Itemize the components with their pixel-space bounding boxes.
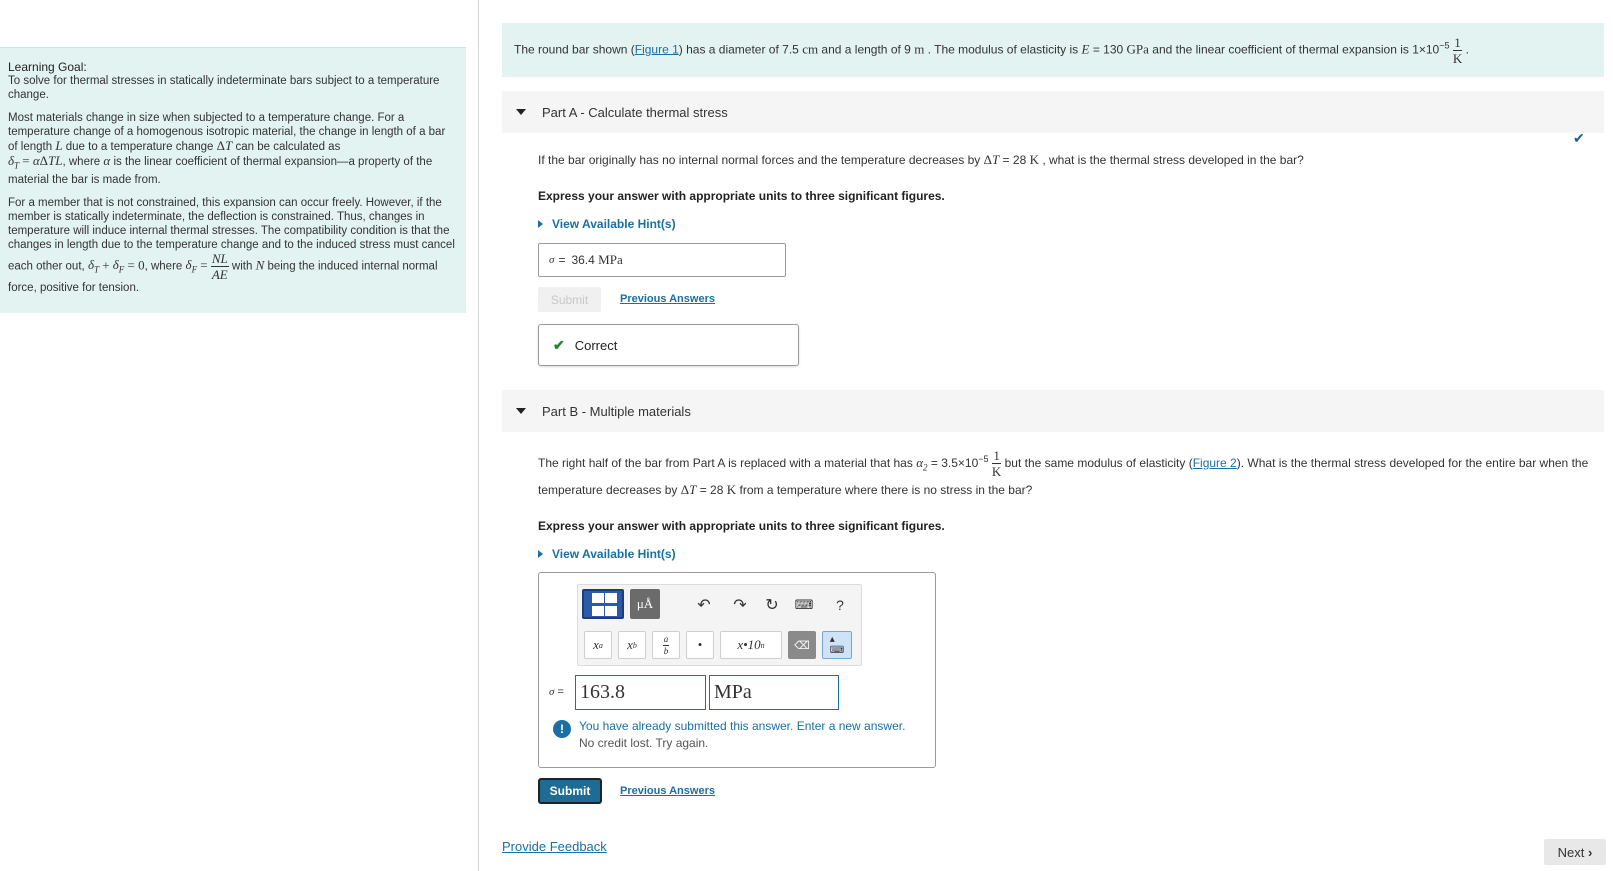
chevron-right-icon: › bbox=[1588, 844, 1593, 860]
learning-goal-paragraph-2: For a member that is not constrained, this expansion can occur freely. However, if the member is statically indeterminate, the deflection is constrained. Thus, changes in temperature will induce internal thermal stresses. The compatibility condition is that the changes in length due to the temperature change and to the induced stress must cancel each other out, $\delta_T + \delta_F = 0$, where $\delta_F$ = $\frac{NL}{AE}$ with N being the induced internal normal force, positive for tension. bbox=[8, 196, 455, 294]
redo-icon[interactable]: ↷ bbox=[733, 597, 747, 614]
answer-label: σ = bbox=[549, 686, 564, 698]
subscript-button[interactable]: x b bbox=[618, 631, 646, 659]
unit-input[interactable]: MPa bbox=[709, 675, 839, 710]
multiply-dot-button[interactable]: • bbox=[686, 631, 714, 659]
part-a-previous-answers-link[interactable]: Previous Answers bbox=[620, 293, 715, 305]
value-input[interactable]: 163.8 bbox=[575, 675, 706, 710]
learning-goal-text: To solve for thermal stresses in statically indeterminate bars subject to a temperature change. bbox=[8, 75, 440, 101]
part-b-question: The right half of the bar from Part A is replaced with a material that has $\alpha_2 = 3.5\times 10^{-5}$ $\frac{1}{K}$ but the same modulus of elasticity (Figure 2). What is the thermal stress developed for the entire bar when the temperature decreases by ΔT = 28 K from a temperature where there is no stress in the bar? bbox=[538, 448, 1589, 497]
part-a-submit-button[interactable]: Submit bbox=[538, 287, 601, 312]
scientific-notation-button[interactable]: x•10 n bbox=[720, 631, 782, 659]
fraction-button[interactable]: $\frac{a}{b}$ bbox=[652, 631, 680, 659]
provide-feedback-link[interactable]: Provide Feedback bbox=[502, 839, 607, 854]
learning-goal-panel bbox=[0, 47, 466, 313]
help-button[interactable]: ? bbox=[836, 597, 844, 613]
keyboard-icon[interactable]: ⌨ bbox=[794, 597, 814, 612]
part-b-answer-editor bbox=[538, 572, 936, 768]
problem-intro: The round bar shown (Figure 1) has a diameter of 7.5 cm and a length of 9 m . The modulus of elasticity is E = 130 GPa and the linear coefficient of thermal expansion is $1\times 10^{-5}$ $\frac{1}{K}$ . bbox=[502, 23, 1604, 77]
undo-icon[interactable]: ↶ bbox=[697, 597, 711, 614]
part-a-answer-display: σ = 36.4 MPa bbox=[538, 243, 786, 277]
part-a-header[interactable]: Part A - Calculate thermal stress bbox=[502, 91, 1604, 133]
part-b-header[interactable]: Part B - Multiple materials bbox=[502, 390, 1604, 432]
expand-triangle-icon bbox=[538, 550, 543, 558]
collapse-caret-icon[interactable] bbox=[516, 109, 526, 115]
figure-2-link[interactable]: Figure 2 bbox=[1192, 456, 1237, 470]
resubmit-warning: ! You have already submitted this answer. Enter a new answer. No credit lost. Try again. bbox=[553, 718, 905, 752]
units-button[interactable]: μÅ bbox=[630, 589, 660, 619]
part-a-correct-feedback: ✔ Correct bbox=[538, 324, 799, 366]
part-a-question: If the bar originally has no internal normal forces and the temperature decreases by ΔT = 28 K , what is the thermal stress developed in the bar? bbox=[538, 152, 1304, 167]
keyboard-toggle-icon[interactable]: ▴ ⌨ bbox=[822, 631, 852, 659]
backspace-icon[interactable]: ⌫ bbox=[788, 631, 816, 659]
templates-button[interactable] bbox=[582, 589, 624, 619]
figure-1-link[interactable]: Figure 1 bbox=[634, 42, 679, 57]
collapse-caret-icon[interactable] bbox=[516, 408, 526, 414]
per-kelvin-fraction: $\frac{1}{K}$ bbox=[1452, 34, 1463, 66]
part-a-hints-toggle[interactable]: View Available Hint(s) bbox=[538, 217, 676, 231]
part-b-previous-answers-link[interactable]: Previous Answers bbox=[620, 785, 715, 797]
panel-divider bbox=[478, 0, 479, 871]
part-b-submit-button[interactable]: Submit bbox=[538, 778, 602, 804]
part-a-instructions: Express your answer with appropriate units to three significant figures. bbox=[538, 189, 945, 203]
math-toolbar bbox=[577, 584, 862, 666]
reset-icon[interactable]: ↻ bbox=[765, 597, 779, 614]
superscript-button[interactable]: x a bbox=[584, 631, 612, 659]
learning-goal-title: Learning Goal: bbox=[8, 60, 87, 74]
alert-icon: ! bbox=[553, 720, 571, 738]
part-b-instructions: Express your answer with appropriate units to three significant figures. bbox=[538, 519, 945, 533]
next-button[interactable]: Next › bbox=[1544, 839, 1606, 865]
correct-check-icon: ✔ bbox=[553, 336, 565, 353]
part-b-hints-toggle[interactable]: View Available Hint(s) bbox=[538, 547, 676, 561]
part-a-complete-check-icon: ✔ bbox=[1573, 130, 1585, 146]
expand-triangle-icon bbox=[538, 220, 543, 228]
learning-goal-paragraph-1: Most materials change in size when subjected to a temperature change. For a temperature change of a homogenous isotropic material, the change in length of a bar of length L due to a temperature change ΔT can be calculated as $\delta_T = \alpha\Delta TL$, where α is the linear coefficient of thermal expansion—a property of the material the bar is made from. bbox=[8, 112, 446, 186]
